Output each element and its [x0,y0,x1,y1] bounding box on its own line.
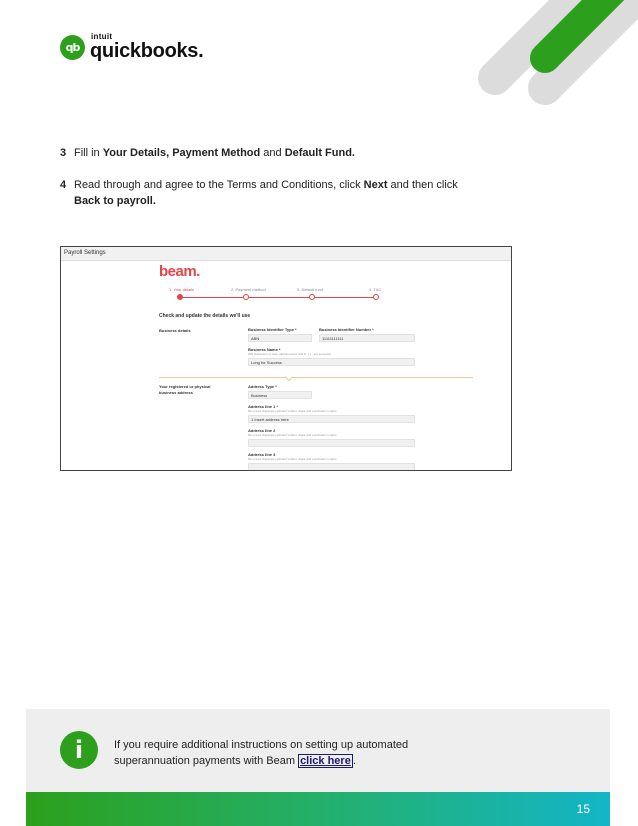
info-text-tail: . [352,755,356,767]
step-bold: Next [363,179,388,191]
address-line-1-input[interactable] [248,415,415,423]
progress-step-label: 1. Your details [169,287,195,292]
bid-number-value: 11111111111 [322,336,344,341]
info-icon: i [60,731,98,769]
bid-type-value: ABN [251,336,260,341]
progress-step-label: 2. Payment method [231,287,266,292]
divider-notch [285,373,293,381]
address-type-value: Business [251,393,268,398]
footer-bar [26,792,610,826]
address-line-2-hint: 50 or less characters allowed; letters, digits and punctuation marks [248,433,337,437]
bid-type-select[interactable] [248,334,312,342]
progress-line [179,297,379,298]
address-line-1-hint: 50 or less characters allowed; letters, digits and punctuation marks [248,409,337,413]
step-text: and then click [387,179,458,191]
step-number: 4 [60,179,67,191]
address-line-2-input[interactable] [248,439,415,447]
bid-number-input[interactable] [319,334,415,342]
address-line-1-label: Address line 1 * [248,404,279,409]
beam-logo: beam. [159,263,200,280]
info-callout [26,709,610,792]
step-4 [60,177,520,209]
info-text [114,737,474,769]
address-line-2-label: Address line 2 [248,428,276,433]
address-label-line: Your registered or physical [159,384,211,389]
business-name-label: Business Name * [248,347,281,352]
section-divider [159,377,473,378]
qb-badge: qb [60,35,85,60]
payroll-settings-header: Payroll Settings [61,247,511,261]
bid-type-label: Business Identifier Type * [248,327,297,332]
business-name-value: Long for Success [251,360,282,365]
step-bold: Your Details, Payment Method [102,147,261,159]
business-details-label: Business details [159,328,191,333]
address-line-1-value: 1 Insert address here [251,417,289,422]
business-name-input[interactable] [248,358,415,366]
quickbooks-logo [60,33,203,61]
step-number: 3 [60,147,67,159]
beam-settings-screenshot [60,246,512,471]
click-here-link[interactable]: click here [300,755,351,767]
screenshot-title: Check and update the details we'll use [159,313,251,319]
address-line-3-label: Address line 3 [248,452,276,457]
progress-step-label: 3. Default fund [297,287,324,292]
progress-stepper [169,287,403,309]
step-text: Fill in [74,147,103,159]
bid-number-label: Business Identifier Number * [319,327,374,332]
info-text-line: If you require additional instructions on setting up automated [114,739,409,751]
logo-intuit-text: intuit [91,32,113,41]
step-text: Read through and agree to the Terms and Conditions, click [74,179,364,191]
info-text-line: superannuation payments with Beam [114,755,299,767]
progress-dot [243,294,249,300]
step-bold: Back to payroll. [74,195,156,207]
progress-dot [309,294,315,300]
step-bold: Default Fund. [284,147,355,159]
address-type-label: Address Type * [248,384,277,389]
progress-step-label: 4. T&C [369,287,382,292]
address-label-line: business address [159,390,193,395]
address-line-3-hint: 50 or less characters allowed; letters, digits and punctuation marks [248,457,337,461]
logo-name: quickbooks. [90,40,204,62]
step-3 [60,145,355,161]
page-number: 15 [576,802,590,816]
step-text: and [260,147,285,159]
address-label [159,384,211,396]
progress-dot [373,294,379,300]
progress-dot [177,294,183,300]
address-line-3-input[interactable] [248,463,415,471]
address-type-select[interactable] [248,391,312,399]
business-name-hint: 200 characters or less; alphanumeric and & ' ( ) - are accepted [248,352,331,356]
